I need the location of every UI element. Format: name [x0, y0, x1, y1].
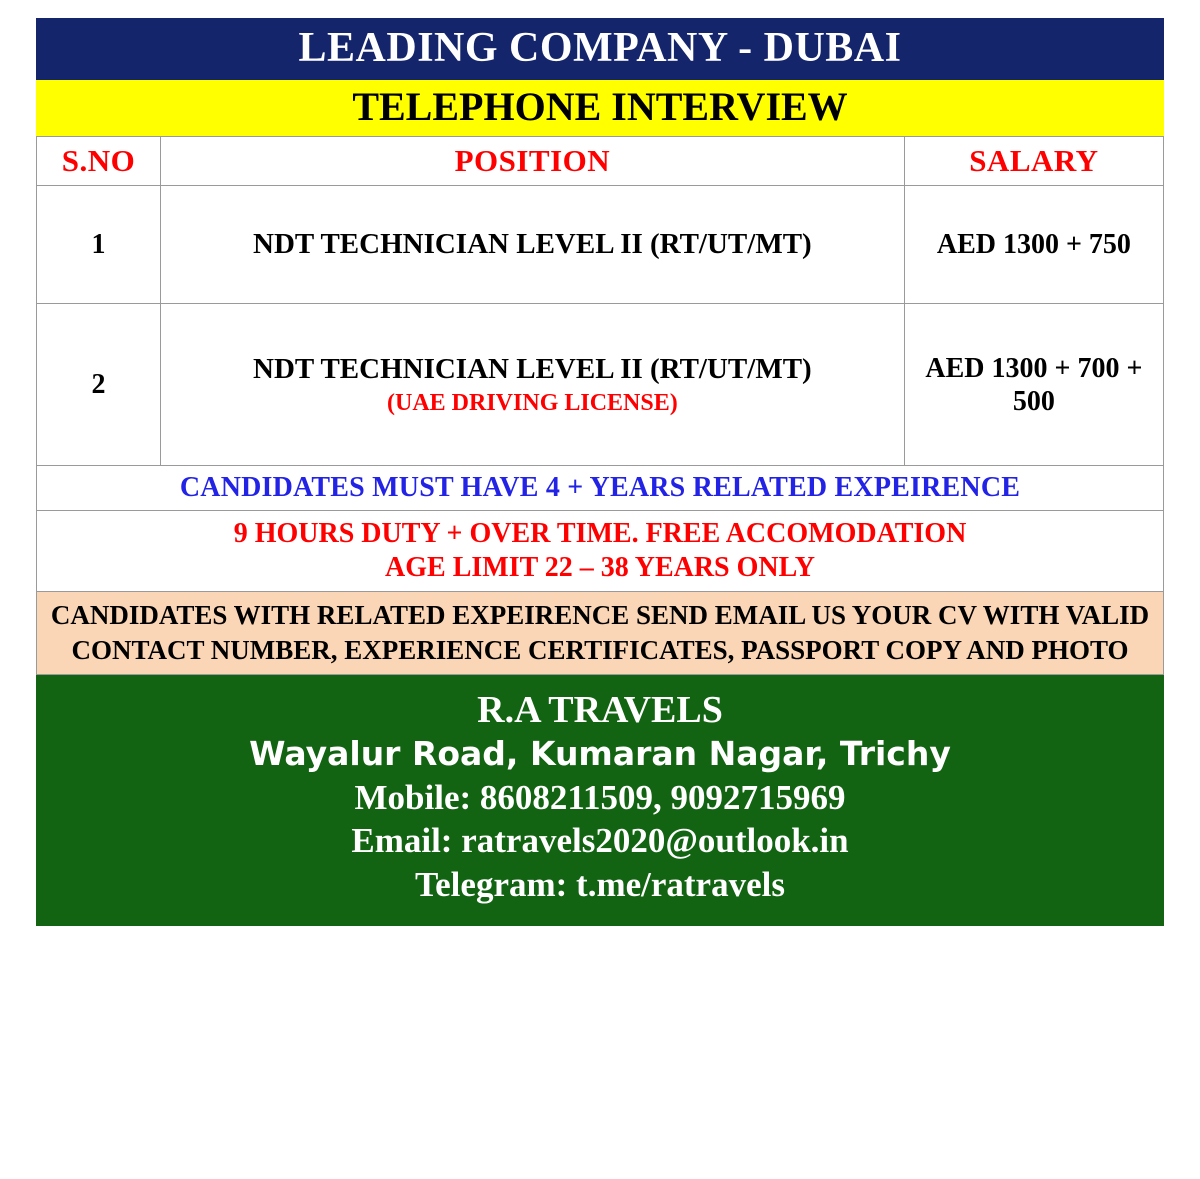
duty-note-line-1: 9 HOURS DUTY + OVER TIME. FREE ACCOMODATION — [233, 518, 967, 550]
table-row — [37, 304, 1164, 466]
row-sno: 2 — [37, 304, 161, 466]
application-instructions: CANDIDATES WITH RELATED EXPEIRENCE SEND EMAIL US YOUR CV WITH VALID CONTACT NUMBER, EXPERIENCE CERTIFICATES, PASSPORT COPY AND PHOTO — [37, 592, 1164, 674]
interview-type-banner: TELEPHONE INTERVIEW — [36, 80, 1164, 136]
experience-note-row — [37, 466, 1164, 511]
agency-name: R.A TRAVELS — [477, 688, 723, 731]
column-header-position: POSITION — [160, 137, 904, 186]
experience-requirement-note: CANDIDATES MUST HAVE 4 + YEARS RELATED EXPEIRENCE — [37, 466, 1164, 511]
duty-note-row — [37, 511, 1164, 592]
agency-telegram[interactable]: Telegram: t.me/ratravels — [415, 864, 785, 904]
duty-note-line-2: AGE LIMIT 22 – 38 YEARS ONLY — [385, 552, 815, 584]
row-position-note: (UAE DRIVING LICENSE) — [387, 389, 678, 416]
row-position-title: NDT TECHNICIAN LEVEL II (RT/UT/MT) — [253, 353, 812, 386]
agency-mobile[interactable]: Mobile: 8608211509, 9092715969 — [354, 777, 846, 817]
row-salary: AED 1300 + 750 — [904, 186, 1163, 304]
agency-contact-footer — [36, 675, 1164, 926]
table-row — [37, 186, 1164, 304]
instructions-row — [37, 592, 1164, 674]
vacancies-table — [36, 136, 1164, 674]
row-salary: AED 1300 + 700 + 500 — [904, 304, 1163, 466]
column-header-salary: SALARY — [904, 137, 1163, 186]
agency-address: Wayalur Road, Kumaran Nagar, Trichy — [249, 733, 951, 773]
row-position — [160, 186, 904, 304]
company-banner: LEADING COMPANY - DUBAI — [36, 18, 1164, 80]
row-position — [160, 304, 904, 466]
column-header-sno: S.NO — [37, 137, 161, 186]
row-position-title: NDT TECHNICIAN LEVEL II (RT/UT/MT) — [253, 228, 812, 261]
agency-email[interactable]: Email: ratravels2020@outlook.in — [351, 821, 849, 861]
table-header-row — [37, 137, 1164, 186]
duty-and-age-note — [37, 511, 1164, 592]
row-sno: 1 — [37, 186, 161, 304]
